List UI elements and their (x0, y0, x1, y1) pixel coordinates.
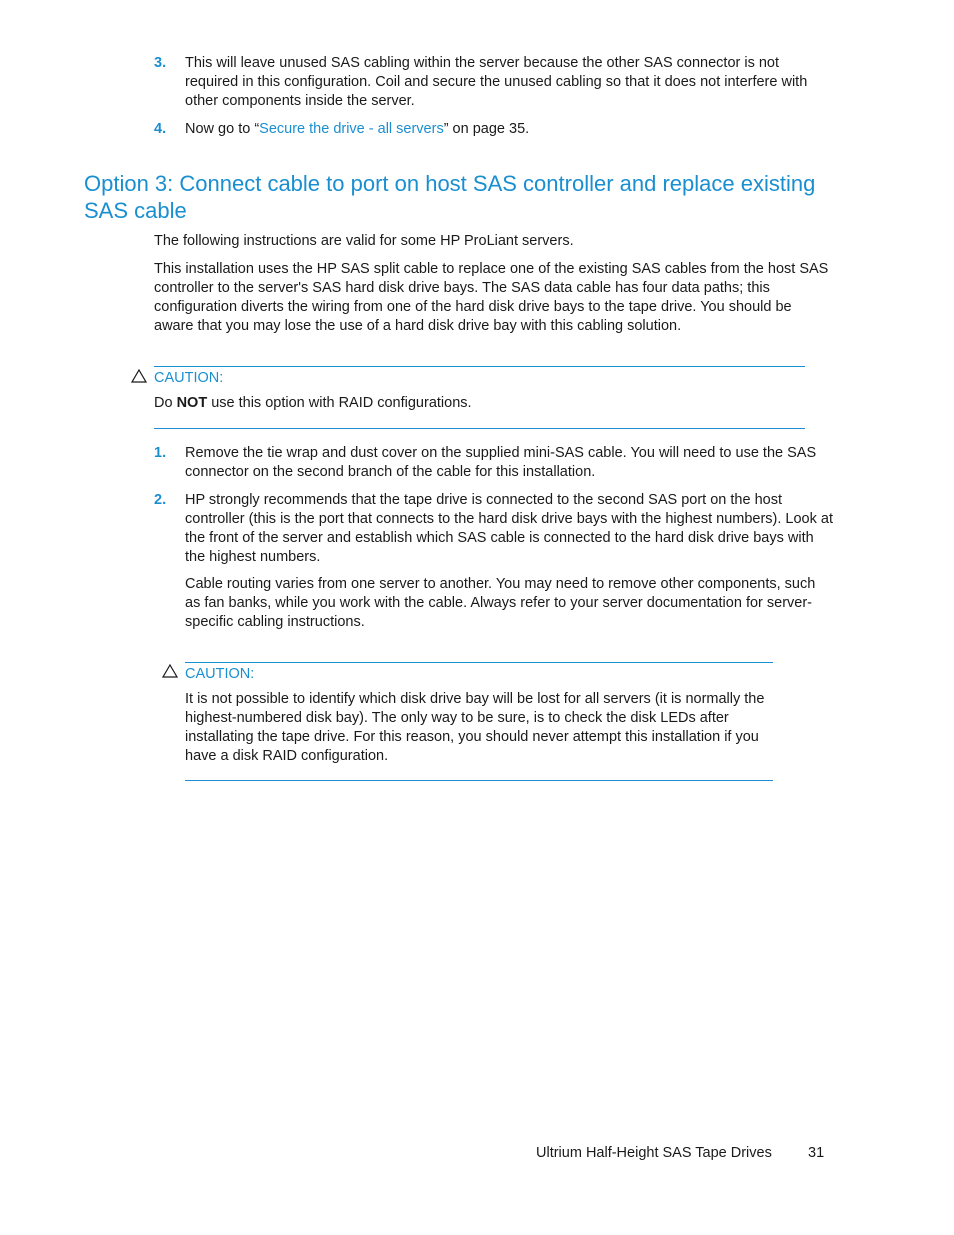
caution-top-rule (154, 366, 805, 367)
caution-top-rule (185, 662, 773, 663)
step-number: 1. (154, 445, 167, 461)
step-text: HP strongly recommends that the tape drive is connected to the second SAS port on the host controller (this is the port that connects to the hard disk drive bays with the highest numbers). Look at the front of the server and establish which SAS cable is connected to the hard disk drive bays with the highest numbers. (185, 492, 833, 565)
caution-bottom-rule (154, 428, 805, 429)
step-number: 4. (154, 121, 167, 137)
step-text-after: ” on page 35. (443, 121, 530, 137)
caution-text-after: use this option with RAID configurations. (207, 395, 472, 411)
intro-paragraph: The following instructions are valid for some HP ProLiant servers. (154, 233, 574, 249)
caution-label: CAUTION: (185, 666, 255, 682)
footer-title: Ultrium Half-Height SAS Tape Drives (536, 1145, 772, 1161)
step-number: 2. (154, 492, 167, 508)
intro-paragraph: This installation uses the HP SAS split cable to replace one of the existing SAS cables from the host SAS controller to the server's SAS hard disk drive bays. The SAS data cable has four data paths; this configuration diverts the wiring from one of the hard disk drive bays to the tape drive. You should be aware that you may lose the use of a hard disk drive bay with this cabling solution. (154, 261, 829, 334)
step-text (185, 120, 825, 139)
caution-bottom-rule (185, 780, 773, 781)
caution-icon (162, 664, 178, 678)
step-text-before: Now go to “ (185, 121, 260, 137)
step-text: This will leave unused SAS cabling within the server because the other SAS connector is not required in this configuration. Coil and secure the unused cabling so that it does not interfere with other components inside the server. (185, 55, 808, 109)
step-number: 3. (154, 55, 167, 71)
caution-text-before: Do (154, 395, 177, 411)
step-subtext: Cable routing varies from one server to another. You may need to remove other components, such as fan banks, while you work with the cable. Always refer to your server documentation for server-specific cabling instructions. (185, 576, 816, 630)
section-heading: Option 3: Connect cable to port on host SAS controller and replace existing SAS cable (84, 171, 816, 223)
secure-drive-link[interactable]: Secure the drive - all servers (259, 121, 444, 137)
step-text: Remove the tie wrap and dust cover on the supplied mini-SAS cable. You will need to use the SAS connector on the second branch of the cable for this installation. (185, 445, 817, 480)
page-number: 31 (808, 1145, 825, 1161)
caution-bold: NOT (176, 395, 208, 411)
caution-label: CAUTION: (154, 370, 224, 386)
caution-icon (131, 369, 147, 383)
caution-text: It is not possible to identify which disk drive bay will be lost for all servers (it is normally the highest-numbered disk bay). The only way to be sure, is to check the disk LEDs after installating the tape drive. For this reason, you should never attempt this installation if you have a disk RAID configuration. (185, 691, 765, 764)
caution-text (154, 394, 804, 413)
